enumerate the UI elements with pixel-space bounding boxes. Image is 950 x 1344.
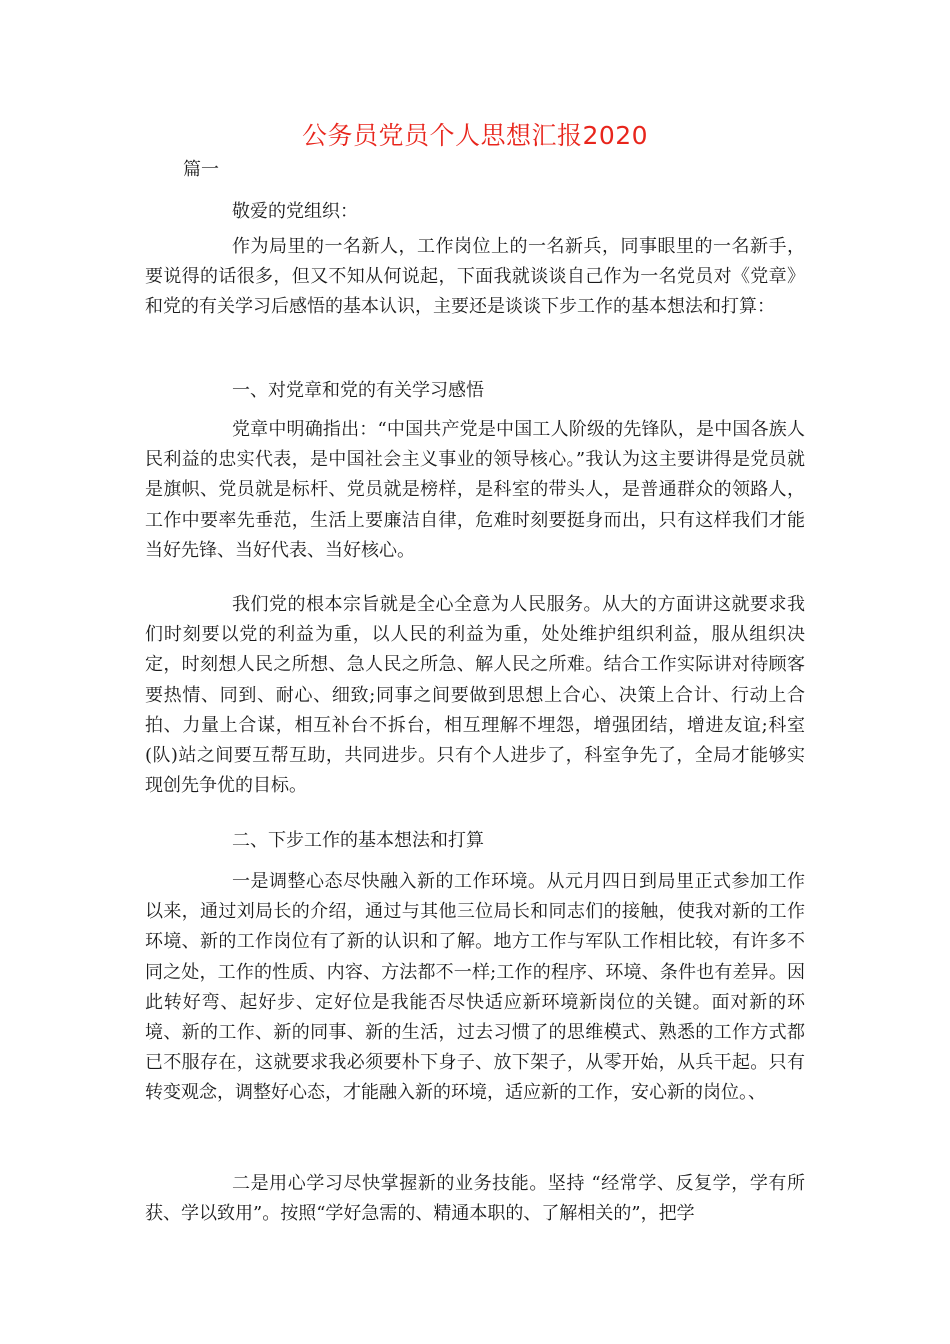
- section-heading-2: 二、下步工作的基本想法和打算: [232, 830, 484, 851]
- body-paragraph-fundamental-purpose: 我们党的根本宗旨就是全心全意为人民服务。从大的方面讲这就要求我们时刻要以党的利益为重，以人民的利益为重，处处维护组织利益，服从组织决定，时刻想人民之所想、急人民之所急、解人民之所难。结合工作实际讲对待顾客要热情、同到、耐心、细致;同事之间要做到思想上合心、决策上合计、行动上合拍、力量上合谋，相互补台不拆台，相互理解不埋怨，增强团结，增进友谊;科室(队)站之间要互帮互助，共同进步。只有个人进步了，科室争先了，全局才能够实现创先争优的目标。: [145, 594, 805, 797]
- document-title: 公务员党员个人思想汇报2020: [301, 121, 649, 150]
- section-heading-1: 一、对党章和党的有关学习感悟: [232, 380, 484, 401]
- body-paragraph-party-constitution: 党章中明确指出：“中国共产党是中国工人阶级的先锋队，是中国各族人民利益的忠实代表，是中国社会主义事业的领导核心。”我认为这主要讲得是党员就是旗帜、党员就是标杆、党员就是榜样，是科室的带头人，是普通群众的领路人，工作中要率先垂范，生活上要廉洁自律，危难时刻要挺身而出，只有这样我们才能当好先锋、当好代表、当好核心。: [145, 419, 805, 561]
- salutation: 敬爱的党组织：: [232, 201, 358, 222]
- intro-paragraph: 作为局里的一名新人，工作岗位上的一名新兵，同事眼里的一名新手，要说得的话很多，但又不知从何说起，下面我就谈谈自己作为一名党员对《党章》和党的有关学习后感悟的基本认识，主要还是谈谈下步工作的基本想法和打算：: [145, 236, 805, 318]
- section-label: 篇一: [183, 159, 219, 180]
- body-paragraph-study-skills: 二是用心学习尽快掌握新的业务技能。坚持 “经常学、反复学，学有所获、学以致用”。按照“学好急需的、精通本职的、了解相关的”，把学: [145, 1173, 805, 1225]
- body-paragraph-adjust-mindset: 一是调整心态尽快融入新的工作环境。从元月四日到局里正式参加工作以来，通过刘局长的介绍，通过与其他三位局长和同志们的接触，使我对新的工作环境、新的工作岗位有了新的认识和了解。地方工作与军队工作相比较，有许多不同之处，工作的性质、内容、方法都不一样;工作的程序、环境、条件也有差异。因此转好弯、起好步、定好位是我能否尽快适应新环境新岗位的关键。面对新的环境、新的工作、新的同事、新的生活，过去习惯了的思维模式、熟悉的工作方式都已不服存在，这就要求我必须要朴下身子、放下架子，从零开始，从兵干起。只有转变观念，调整好心态，才能融入新的环境，适应新的工作，安心新的岗位。、: [145, 871, 805, 1104]
